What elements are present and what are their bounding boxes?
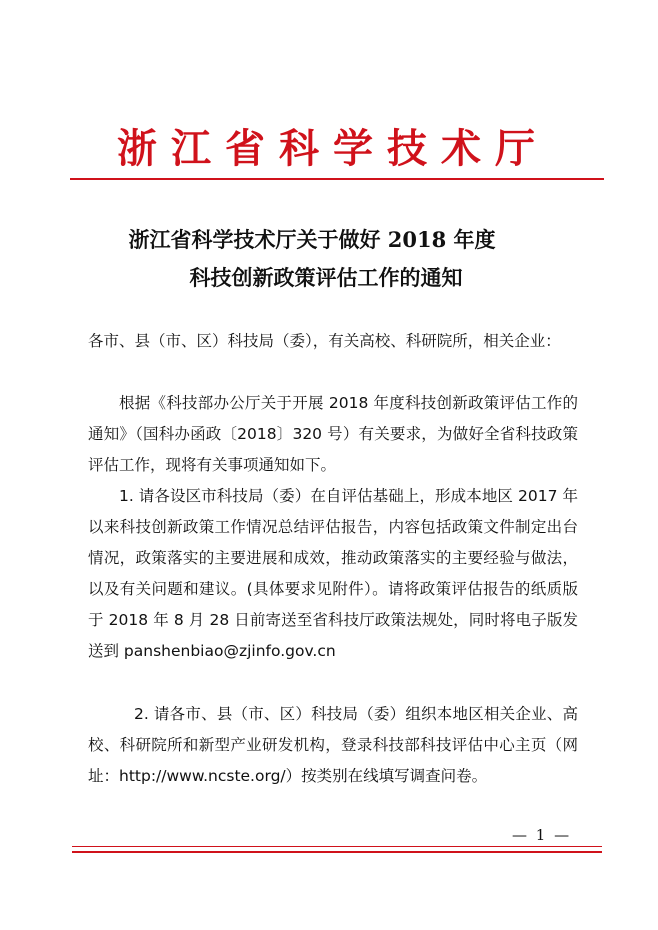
paragraph-intro: 根据《科技部办公厅关于开展 2018 年度科技创新政策评估工作的通知》（国科办函政〔2018〕320 号）有关要求，为做好全省科技政策评估工作，现将有关事项通知如下。 xyxy=(88,394,578,474)
paragraph-item-2: 2. 请各市、县（市、区）科技局（委）组织本地区相关企业、高校、科研院所和新型产业研发机构，登录科技部科技评估中心主页（网址：http://www.ncste.org/）按类别在线填写调查问卷。 xyxy=(88,705,578,785)
masthead-red-rule xyxy=(70,178,604,180)
footer-red-rule-thick xyxy=(72,851,602,853)
document-title-line-2: 科技创新政策评估工作的通知 xyxy=(189,265,463,290)
paragraph-item-1: 1. 请各设区市科技局（委）在自评估基础上，形成本地区 2017 年以来科技创新政策工作情况总结评估报告，内容包括政策文件制定出台情况，政策落实的主要进展和成效，推动政策落实的主要经验与做法，以及有关问题和建议。(具体要求见附件）。请将政策评估报告的纸质版于 2018 年 8 月 28 日前寄送至省科技厅政策法规处，同时将电子版发送到 panshenbiao@zjinfo.gov.cn xyxy=(88,487,578,660)
masthead-org-name: 浙江省科学技术厅 xyxy=(117,125,549,172)
footer-red-rule-thin xyxy=(72,846,602,847)
addressee: 各市、县（市、区）科技局（委），有关高校、科研院所，相关企业： xyxy=(88,332,561,350)
page-number: — 1 — xyxy=(512,826,572,844)
document-title-line-1: 浙江省科学技术厅关于做好 2018 年度 xyxy=(128,227,496,252)
